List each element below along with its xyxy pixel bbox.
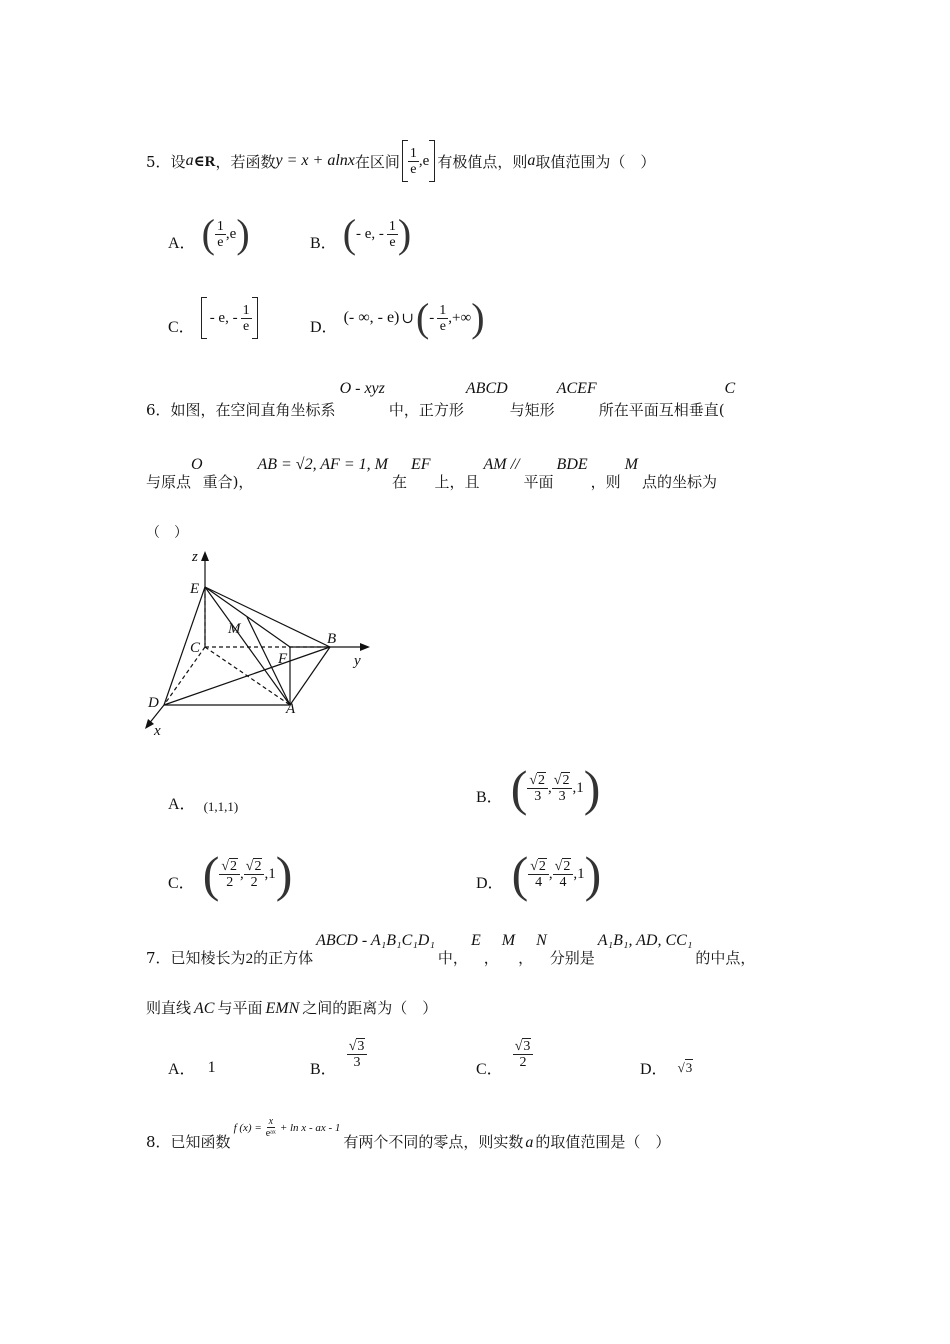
q5-a-tail: ,e [225, 225, 237, 242]
q5-option-a[interactable]: A． ( $\frac{1}{e}$ ,e ) [168, 211, 250, 256]
q7-option-a[interactable] [168, 1056, 216, 1079]
q5-b-den: e [389, 234, 396, 250]
q6-l2-t1: 与原点 [146, 473, 192, 491]
q8-t2: 有两个不同的零点，则实数 [343, 1133, 524, 1151]
q5-text-b: 若函数 [230, 152, 276, 171]
q6-l2-m6: M [624, 456, 638, 473]
q7-option-b[interactable]: B． $\frac{√3}{3}$ [310, 1032, 367, 1076]
q5-c-head: - e, - [209, 309, 238, 326]
q6-l1-t1: 如图，在空间直角坐标系 [170, 401, 336, 419]
q5-option-c-label: C． [168, 318, 195, 336]
q7-option-b-label: B． [310, 1060, 337, 1078]
q5-var-a-2: a [527, 152, 536, 169]
q6-l2-t2: 重合)， [202, 473, 254, 491]
q6-l2-t6: ，则 [590, 473, 621, 491]
q7-l2-m1: AC [194, 1000, 215, 1017]
q7-t7: 的中点， [695, 949, 756, 967]
q7-t1: 已知棱长为 [170, 949, 246, 967]
q6-option-b-label: B． [476, 788, 503, 806]
q5-d-union: ∪ [401, 310, 414, 327]
q8-f-tail: + ln x - ax - 1 [279, 1121, 341, 1134]
q7-l2-t2: 与平面 [217, 999, 263, 1017]
q8-function [234, 1116, 341, 1139]
q6-l1-m2: ABCD [465, 380, 508, 397]
q8-f-den: eᵃˣ [265, 1128, 276, 1139]
q8-f-num: x [268, 1116, 274, 1127]
q7-option-d-label: D． [640, 1061, 668, 1078]
label-c: C [190, 640, 201, 656]
q5-option-a-label: A． [168, 234, 196, 252]
q6-b-rad: 2 [538, 772, 546, 788]
label-m: M [228, 621, 241, 637]
q5-text-c: 在区间 [354, 152, 400, 171]
q7-n1: 2 [245, 951, 254, 967]
q7-option-d[interactable]: D． √3 [640, 1056, 693, 1079]
q6-b-den: 3 [534, 788, 542, 804]
q7-c-den: 2 [519, 1054, 527, 1070]
label-e: E [190, 581, 200, 597]
q5-c-num: 1 [242, 302, 250, 318]
label-x: x [154, 723, 161, 739]
q7-line-1 [146, 932, 755, 968]
q6-l2-m5: BDE [556, 456, 588, 473]
q5-interval-num: 1 [409, 145, 417, 161]
label-b: B [327, 631, 337, 647]
q7-m5: A₁B₁, AD, CC₁ [597, 932, 693, 949]
q7-t3: 中， [437, 949, 468, 967]
q7-option-c-label: C． [476, 1060, 503, 1078]
q5-interval-right: ,e [418, 152, 430, 169]
q6-l1-t2: 中，正方形 [388, 401, 464, 419]
q6-l1-t3: 与矩形 [509, 401, 555, 419]
q6-l2-t4: 上，且 [434, 473, 480, 491]
q6-l2-m3: EF [410, 456, 431, 473]
label-z: z [192, 549, 198, 565]
q6-d-rad-2: 2 [563, 858, 571, 874]
q7-t5: ， [518, 949, 534, 967]
q6-d-tail: ,1 [573, 865, 585, 882]
q8-var: a [525, 1134, 534, 1151]
q6-d-rad: 2 [538, 858, 546, 874]
q6-l1-t4: 所在平面互相垂直( [598, 401, 725, 419]
q6-line-3: （ ） [146, 525, 188, 541]
q7-l2-m2: EMN [265, 1000, 300, 1017]
q6-l2-m1: O [191, 456, 203, 473]
z-axis-arrow [201, 551, 209, 561]
q6-l2-t3: 在 [391, 473, 407, 491]
y-axis-arrow [360, 643, 370, 651]
q6-l2-m2: AB = √2, AF = 1, M [257, 456, 388, 473]
q6-c-rad: 2 [230, 858, 238, 874]
q5-number: 5． [146, 152, 171, 171]
q6-c-den: 2 [226, 874, 234, 890]
q5-option-c[interactable] [168, 296, 258, 340]
q7-t4: ， [483, 949, 499, 967]
q6-d-den-2: 4 [559, 874, 567, 890]
q6-option-b[interactable]: B． ( $\frac{√2}{3}$ , $\frac{√2}{3}$ ,1 ) [476, 760, 601, 816]
q6-l2-m4: AM // [483, 456, 520, 473]
q6-figure [140, 545, 380, 745]
q6-b-tail: ,1 [572, 779, 584, 796]
q6-line-2 [146, 456, 717, 492]
q6-option-c[interactable]: C． ( $\frac{√2}{2}$ , $\frac{√2}{2}$ ,1 ) [168, 846, 293, 902]
q7-l2-t1: 则直线 [146, 999, 192, 1017]
q8-f-lhs: f (x) = [233, 1121, 262, 1134]
q7-d-rad: 3 [685, 1059, 693, 1075]
q6-l2-t5: 平面 [523, 473, 554, 491]
q5-function: y = x + alnx [275, 152, 355, 169]
q5-c-den: e [242, 318, 250, 334]
label-y: y [354, 653, 361, 669]
q7-option-c[interactable]: C． $\frac{√3}{2}$ [476, 1032, 533, 1076]
q6-c-rad-2: 2 [254, 858, 262, 874]
q5-text-e: 取值范围为（ ） [535, 152, 656, 171]
q7-line-2 [146, 994, 437, 1018]
q7-b-rad: 3 [357, 1038, 365, 1054]
q6-option-a[interactable] [168, 780, 238, 824]
q7-m3: M [501, 932, 516, 949]
q6-l1-m3: ACEF [556, 380, 597, 397]
q7-a-value: 1 [207, 1058, 216, 1076]
label-a: A [286, 701, 296, 717]
q7-option-a-label: A． [168, 1061, 196, 1078]
edge-db [164, 647, 330, 705]
edge-eb [205, 587, 330, 647]
label-d: D [148, 695, 159, 711]
q7-l2-t3: 之间的距离为（ ） [302, 999, 438, 1017]
q6-l1-m1: O - xyz [339, 380, 385, 397]
q6-a-value: (1,1,1) [203, 799, 239, 814]
q5-in-r: ∈R [193, 153, 216, 170]
q5-interval-den: e [410, 161, 417, 177]
q6-option-d-label: D． [476, 874, 504, 892]
q5-text-d: 有极值点，则 [437, 152, 528, 171]
q7-c-rad: 3 [523, 1038, 531, 1054]
q5-d-head: - [429, 309, 435, 326]
q5-comma: ， [215, 152, 231, 171]
q5-option-d-label: D． [310, 318, 338, 336]
q7-b-den: 3 [353, 1054, 361, 1070]
q5-d-part1: (- ∞, - e) [343, 309, 400, 326]
q6-b-den-2: 3 [558, 788, 566, 804]
q6-l2-t7: 点的坐标为 [642, 473, 718, 491]
q7-number: 7． [146, 949, 171, 967]
q6-d-den: 4 [535, 874, 543, 890]
q5-interval [402, 140, 435, 182]
q6-line-1 [146, 380, 735, 420]
x-axis-arrow [145, 719, 154, 729]
q5-d-den: e [439, 318, 446, 334]
q6-option-d[interactable]: D． ( $\frac{√2}{4}$ , $\frac{√2}{4}$ ,1 ) [476, 846, 602, 902]
q7-t2: 的正方体 [253, 949, 314, 967]
q5-text-a: 设 [170, 152, 186, 171]
q5-b-num: 1 [388, 218, 396, 234]
q5-option-b[interactable]: B． ( - e, - $\frac{1}{e}$ ) [310, 211, 412, 256]
q6-option-a-label: A． [168, 795, 196, 813]
q5-b-head: - e, - [356, 225, 384, 242]
edge-ea [205, 587, 290, 705]
q5-var-a: a [185, 152, 194, 169]
q5-line [146, 128, 655, 194]
q8-t3: 的取值范围是（ ） [535, 1133, 671, 1151]
q5-d-tail: ,+∞ [448, 309, 472, 326]
q7-t6: 分别是 [549, 949, 595, 967]
q7-m2: E [470, 932, 481, 949]
q5-a-num: 1 [216, 218, 224, 234]
q6-number: 6． [146, 401, 171, 419]
q7-m4: N [536, 932, 547, 949]
q8-line [146, 1116, 670, 1152]
q6-option-c-label: C． [168, 874, 195, 892]
q5-d-num: 1 [439, 302, 447, 318]
q8-number: 8． [146, 1133, 171, 1151]
q8-t1: 已知函数 [170, 1133, 231, 1151]
q6-b-rad-2: 2 [562, 772, 570, 788]
q7-m1: ABCD - A₁B₁C₁D₁ [316, 932, 435, 949]
q5-option-b-label: B． [310, 234, 337, 252]
q6-c-den-2: 2 [250, 874, 258, 890]
q6-c-tail: ,1 [264, 865, 276, 882]
edge-ab [290, 647, 330, 705]
q6-l1-m4: C [724, 380, 736, 397]
label-f: F [278, 651, 288, 667]
q5-option-d[interactable]: D． (- ∞, - e) ∪ ( - $\frac{1}{e}$ ,+∞ ) [310, 295, 485, 340]
q5-a-den: e [217, 234, 224, 250]
